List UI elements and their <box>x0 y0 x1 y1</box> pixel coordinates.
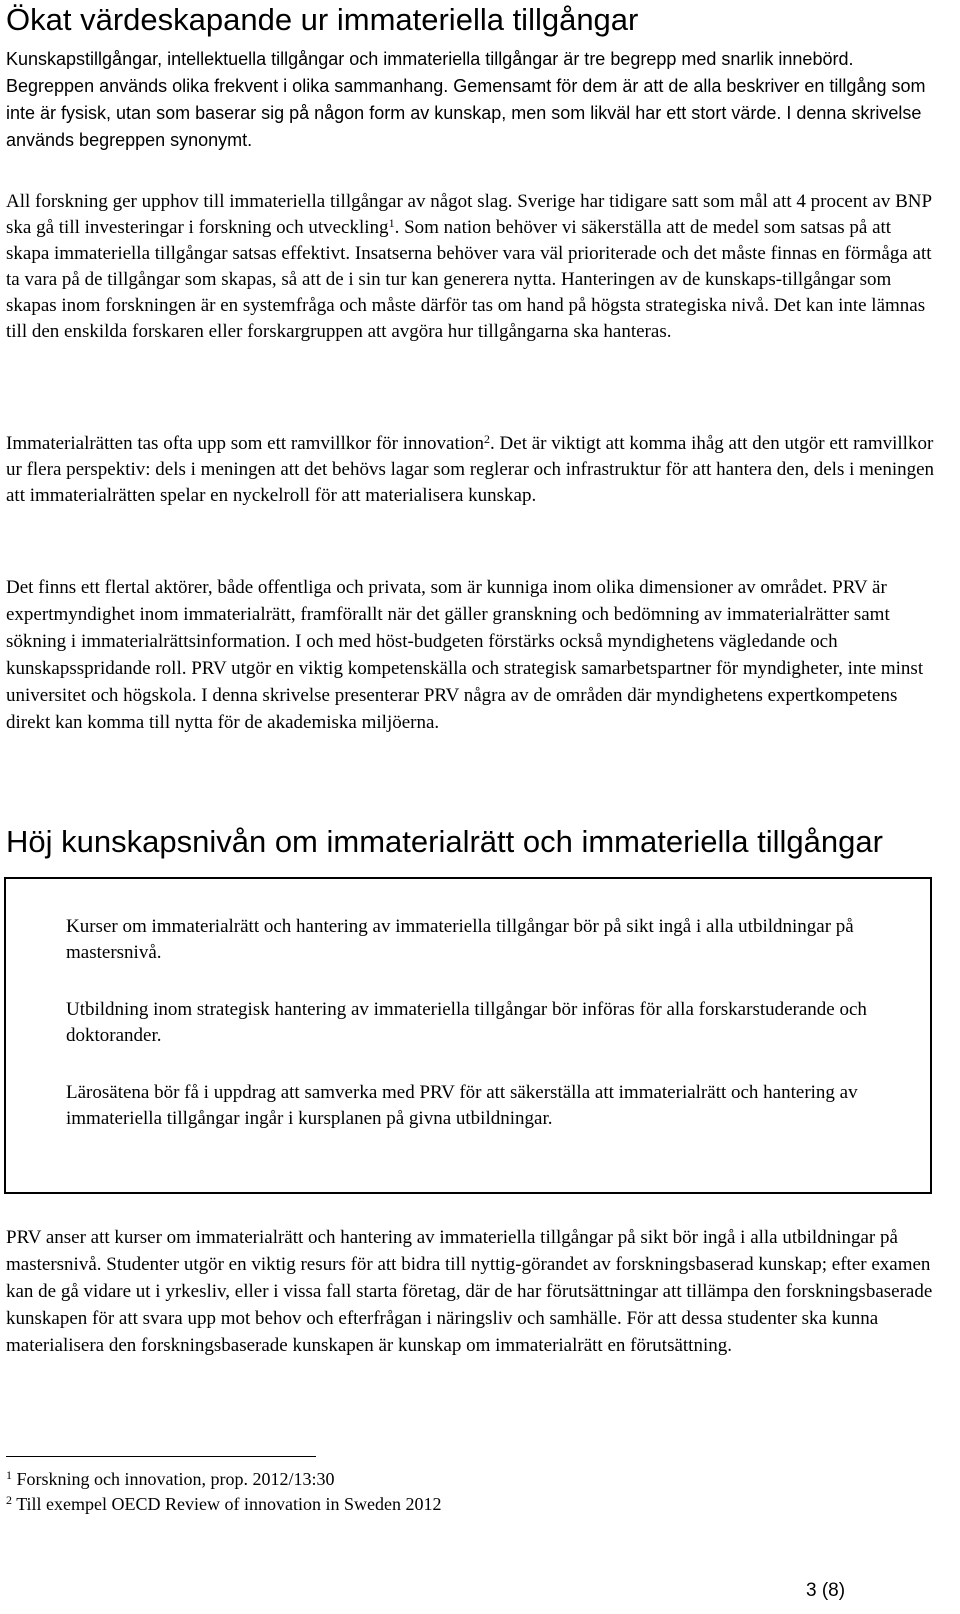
footnote <box>6 1493 441 1515</box>
footnote-text: Till exempel OECD Review of innovation in Sweden 2012 <box>16 1494 442 1514</box>
footnote-ref: 1 <box>388 216 395 230</box>
paragraph-ip-rights <box>6 431 936 509</box>
paragraph-research <box>6 189 936 345</box>
recommendations-box <box>4 877 932 1194</box>
footnote-number: 1 <box>6 1468 12 1482</box>
paragraph-text: All forskning ger upphov till immateriella tillgångar av något slag. Sverige har tidigare satt som mål att 4 procent av BNP ska gå till investeringar i forskning och utveckling <box>6 191 932 238</box>
page-title: Ökat värdeskapande ur immateriella tillgångar <box>6 2 639 37</box>
footnote-text: Forskning och innovation, prop. 2012/13:30 <box>16 1469 335 1489</box>
footnote-ref: 2 <box>484 432 491 446</box>
paragraph-prv-view: PRV anser att kurser om immaterialrätt och hantering av immateriella tillgångar på sikt bör ingå i alla utbildningar på mastersnivå. Studenter utgör en viktig resurs för att bidra till nyttig-görandet av forskningsbaserad kunskap; efter examen kan de gå vidare ut i yrkesliv, eller i vissa fall starta företag, där de har förutsättningar att tillämpa den forskningsbaserade kunskapen för att svara upp mot behov och efterfrågan i näringsliv och samhälle. För att dessa studenter ska kunna materialisera den forskningsbaserade kunskapen är kunskap om immaterialrätt en förutsättning. <box>6 1227 933 1356</box>
footnote-number: 2 <box>6 1493 12 1507</box>
page-number: 3 (8) <box>806 1580 846 1601</box>
recommendation-item: Kurser om immaterialrätt och hantering av immateriella tillgångar bör på sikt ingå i alla utbildningar på mastersnivå. <box>66 916 854 963</box>
recommendation-item: Lärosätena bör få i uppdrag att samverka med PRV för att säkerställa att immaterialrätt och hantering av immateriella tillgångar ingår i kursplanen på givna utbildningar. <box>66 1082 858 1129</box>
recommendation-item: Utbildning inom strategisk hantering av immateriella tillgångar bör införas för alla forskarstuderande och doktorander. <box>66 999 867 1046</box>
section-heading: Höj kunskapsnivån om immaterialrätt och immateriella tillgångar <box>6 824 883 859</box>
paragraph-text: . Som nation behöver vi säkerställa att de medel som satsas på att skapa immateriella tillgångar satsas effektivt. Insatserna behöver vara väl prioriterade och det måste finnas en förmåga att ta vara på de tillgångar som skapas, så att de i sin tur kan generera nytta. Hanteringen av de kunskaps-tillgångar som skapas inom forskningen är en systemfråga och måste därför tas om hand på högsta strategiska nivå. Det kan inte lämnas till den enskilda forskaren eller forskargruppen att avgöra hur tillgångarna ska hanteras. <box>6 217 932 342</box>
paragraph-actors: Det finns ett flertal aktörer, både offentliga och privata, som är kunniga inom olika dimensioner av området. PRV är expertmyndighet inom immaterialrätt, framförallt när det gäller granskning och bedömning av immaterialrätter samt sökning i immaterialrättsinformation. I och med höst-budgeten förstärks också myndighetens vägledande och kunskapsspridande roll. PRV utgör en viktig kompetenskälla och strategisk samarbetspartner för myndigheter, inte minst universitet och högskola. I denna skrivelse presenterar PRV några av de områden där myndighetens expertkompetens direkt kan komma till nytta för de akademiska miljöerna. <box>6 577 924 733</box>
footnote-separator <box>6 1456 316 1457</box>
paragraph-text: . Det är viktigt att komma ihåg att den utgör ett ramvillkor ur flera perspektiv: dels i meningen att det behövs lagar som reglerar och infrastruktur för att hantera den, dels i meningen att immaterialrätten spelar en nyckelroll för att materialisera kunskap. <box>6 433 935 506</box>
footnote <box>6 1468 335 1490</box>
intro-paragraph: Kunskapstillgångar, intellektuella tillgångar och immateriella tillgångar är tre begrepp med snarlik innebörd. Begreppen används olika frekvent i olika sammanhang. Gemensamt för dem är att de alla beskriver en tillgång som inte är fysisk, utan som baserar sig på någon form av kunskap, men som likväl har ett stort värde. I denna skrivelse används begreppen synonymt. <box>6 49 926 150</box>
paragraph-text: Immaterialrätten tas ofta upp som ett ramvillkor för innovation <box>6 433 485 454</box>
